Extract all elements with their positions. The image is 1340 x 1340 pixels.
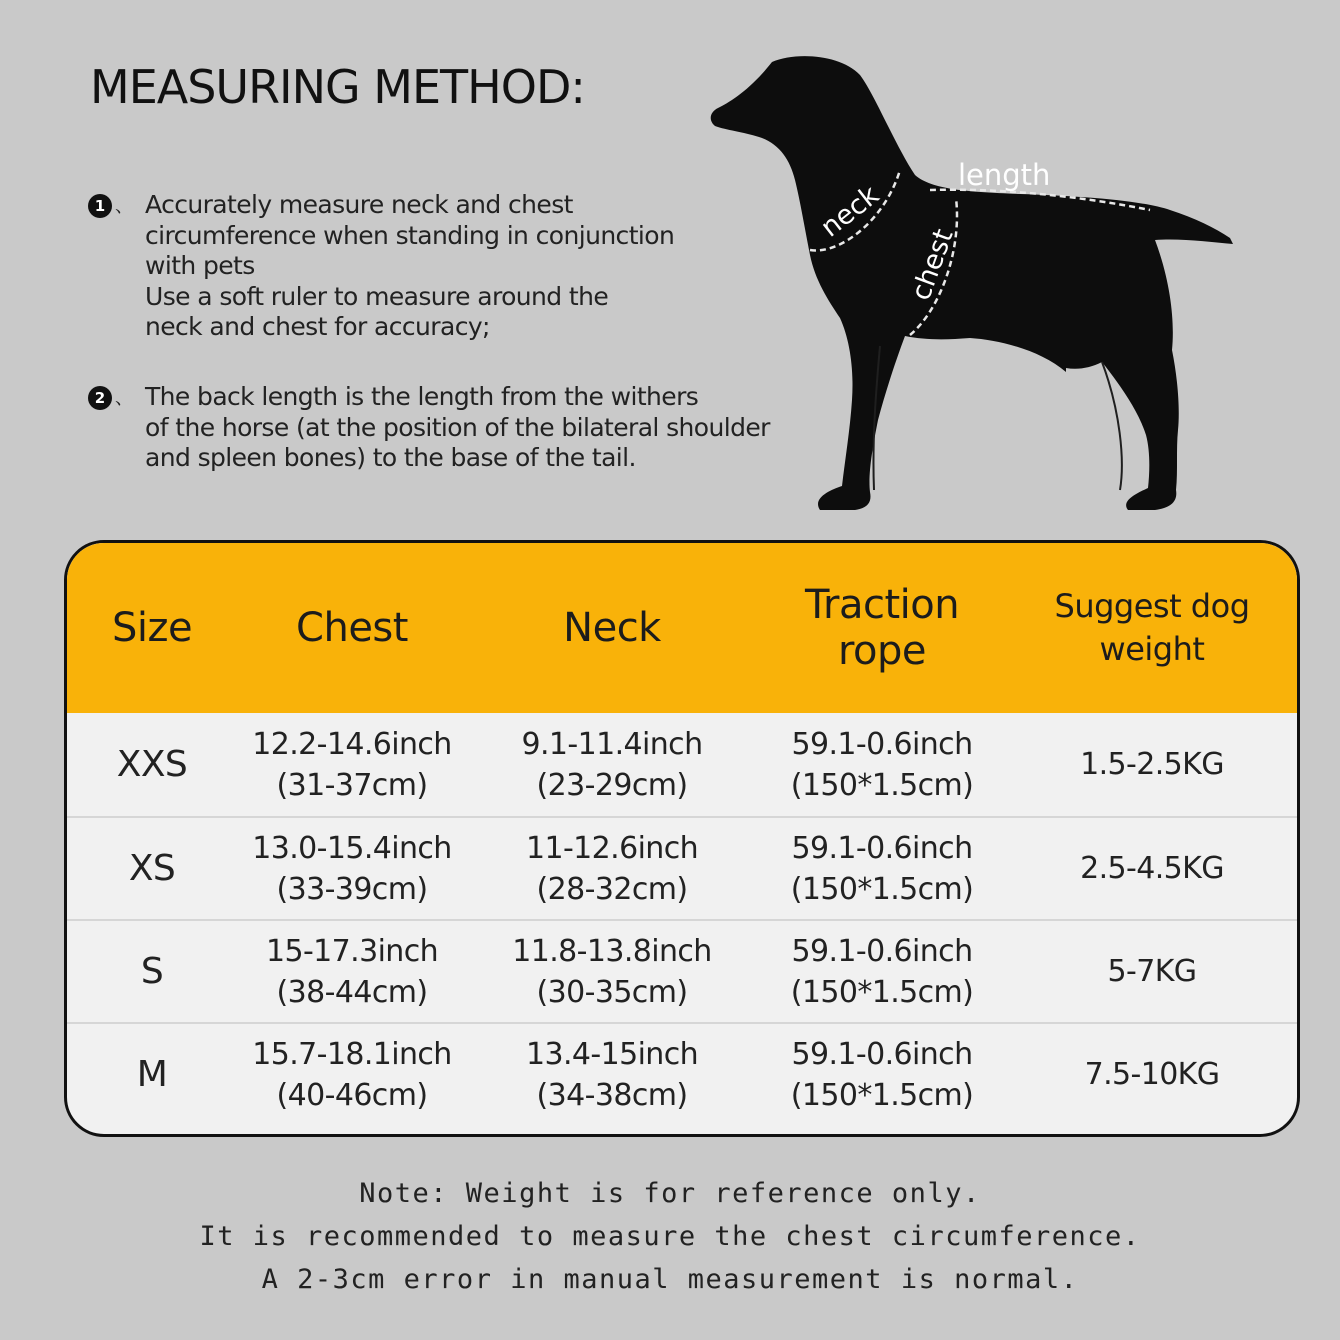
length-label: length (958, 158, 1051, 192)
neck-label: neck (815, 179, 885, 244)
weight-cell (1007, 818, 1297, 919)
chest-cell-text: (33-39cm) (276, 871, 428, 907)
note-line: A 2-3cm error in manual measurement is normal. (261, 1264, 1079, 1295)
traction-rope-cell (757, 1024, 1007, 1125)
size-cell (67, 921, 237, 1022)
neck-cell-text: (23-29cm) (536, 767, 688, 803)
weight-cell (1007, 921, 1297, 1022)
dog-silhouette-illustration (700, 50, 1250, 520)
note-line: It is recommended to measure the chest circumference. (199, 1221, 1141, 1252)
traction-rope-cell (757, 921, 1007, 1022)
chest-cell-text: (40-46cm) (276, 1077, 428, 1113)
header-size: Size (111, 605, 193, 651)
size-cell-text: XS (128, 848, 176, 889)
table-row (67, 919, 1297, 1022)
chest-cell-text: 12.2-14.6inch (252, 726, 452, 762)
page-title: MEASURING METHOD: (90, 60, 585, 114)
chest-cell-text: 15.7-18.1inch (252, 1036, 452, 1072)
traction-rope-cell-text: (150*1.5cm) (790, 871, 974, 907)
traction-rope-cell (757, 713, 1007, 816)
size-chart-table (64, 540, 1300, 1137)
step-separator: 、 (115, 196, 133, 217)
dog-body-shape (711, 56, 1233, 510)
size-cell (67, 713, 237, 816)
step-number-2-icon: 2 (88, 386, 112, 410)
chest-label: chest (905, 224, 960, 305)
header-traction-rope: Traction rope (804, 582, 960, 674)
traction-rope-cell-text: (150*1.5cm) (790, 974, 974, 1010)
weight-cell-text: 5-7KG (1107, 954, 1197, 989)
neck-cell (467, 713, 757, 816)
traction-rope-cell-text: 59.1-0.6inch (791, 1036, 973, 1072)
neck-cell (467, 1024, 757, 1125)
header-chest: Chest (296, 605, 408, 651)
traction-rope-cell-text: (150*1.5cm) (790, 1077, 974, 1113)
neck-cell (467, 921, 757, 1022)
weight-cell-text: 7.5-10KG (1084, 1057, 1220, 1092)
neck-cell-text: 11-12.6inch (525, 830, 699, 866)
dog-icon (700, 50, 1250, 520)
neck-cell-text: 9.1-11.4inch (521, 726, 703, 762)
traction-rope-cell-text: 59.1-0.6inch (791, 726, 973, 762)
chest-cell-text: (38-44cm) (276, 974, 428, 1010)
traction-rope-cell-text: 59.1-0.6inch (791, 933, 973, 969)
chest-cell (237, 921, 467, 1022)
footnote (0, 1172, 1340, 1301)
table-header (67, 543, 1297, 713)
header-suggest-weight: Suggest dog weight (1054, 587, 1250, 668)
traction-rope-cell (757, 818, 1007, 919)
weight-cell-text: 1.5-2.5KG (1080, 747, 1224, 782)
neck-cell-text: 11.8-13.8inch (512, 933, 712, 969)
chest-cell (237, 713, 467, 816)
size-cell (67, 1024, 237, 1125)
chest-cell (237, 1024, 467, 1125)
weight-cell-text: 2.5-4.5KG (1080, 851, 1224, 886)
neck-cell-text: (30-35cm) (536, 974, 688, 1010)
table-row (67, 1022, 1297, 1125)
step-separator: 、 (115, 388, 133, 409)
chest-cell-text: 13.0-15.4inch (252, 830, 452, 866)
traction-rope-cell-text: 59.1-0.6inch (791, 830, 973, 866)
neck-cell-text: 13.4-15inch (525, 1036, 699, 1072)
neck-cell (467, 818, 757, 919)
size-cell (67, 818, 237, 919)
chest-cell-text: 15-17.3inch (265, 933, 439, 969)
chest-cell-text: (31-37cm) (276, 767, 428, 803)
table-body (67, 713, 1297, 1125)
traction-rope-cell-text: (150*1.5cm) (790, 767, 974, 803)
size-cell-text: XXS (116, 744, 188, 785)
note-line: Note: Weight is for reference only. (359, 1178, 981, 1209)
size-cell-text: S (140, 951, 164, 992)
neck-cell-text: (34-38cm) (536, 1077, 688, 1113)
step-text: Accurately measure neck and chest circumference when standing in conjunction with pets Use a soft ruler to measure around the neck and chest for accuracy; (145, 190, 675, 341)
table-row (67, 713, 1297, 816)
size-cell-text: M (136, 1054, 168, 1095)
header-neck: Neck (563, 605, 661, 651)
chest-cell (237, 818, 467, 919)
neck-cell-text: (28-32cm) (536, 871, 688, 907)
step-number-1-icon: 1 (88, 194, 112, 218)
table-row (67, 816, 1297, 919)
step-text: The back length is the length from the withers of the horse (at the position of the bilateral shoulder and spleen bones) to the base of the tail. (145, 382, 770, 472)
weight-cell (1007, 713, 1297, 816)
weight-cell (1007, 1024, 1297, 1125)
